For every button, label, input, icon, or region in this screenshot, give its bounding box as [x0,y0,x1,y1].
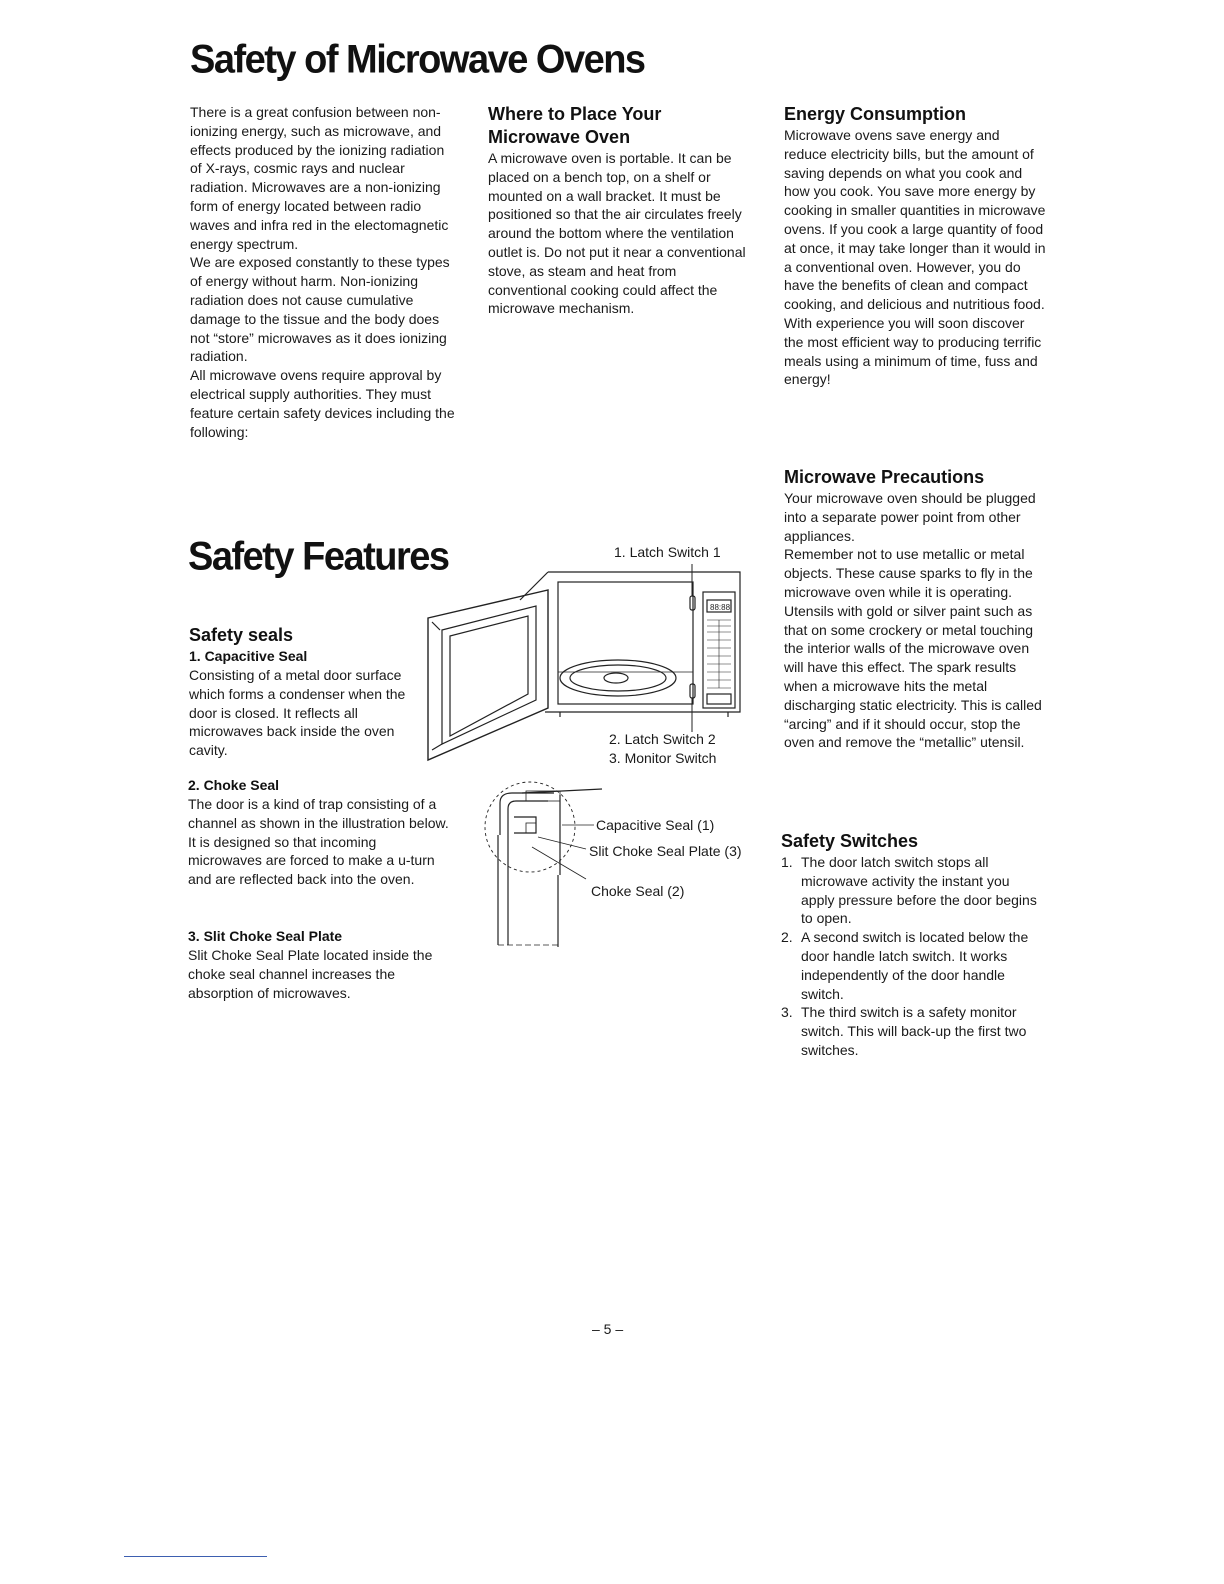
slit-choke-body: Slit Choke Seal Plate located inside the choke seal channel increases the absorption of microwaves. [188,947,433,1001]
energy-heading: Energy Consumption [784,104,967,124]
label-latch-switch-1: 1. Latch Switch 1 [614,544,721,560]
door-window-outer [442,606,536,744]
intro-paragraph-2: We are exposed constantly to these types of energy without harm. Non-ionizing radiation does not cause cumulative damage to the tissue and the body does not “store” microwaves as it does ionizing radiation. [190,254,450,365]
energy-section [784,103,1046,389]
intro-section [190,103,455,441]
placement-body: A microwave oven is portable. It can be placed on a bench top, on a shelf or mounted on a wall bracket. It must be positioned so that the air circulates freely around the bottom where the ventilation outlet is. Do not put it near a conventional stove, as steam and heat from conventional cooking could affect the microwave mechanism. [488,150,746,317]
capacitive-seal-body: Consisting of a metal door surface which forms a condenser when the door is closed. It reflects all microwaves back inside the oven cavity. [189,667,406,759]
slit-plate [526,823,536,833]
choke-seal-heading: 2. Choke Seal [188,777,280,793]
safety-switches-list [781,853,1043,1060]
intro-paragraph-3: All microwave ovens require approval by electrical supply authorities. They must feature certain safety devices including the following: [190,367,455,440]
precautions-paragraph-1: Your microwave oven should be plugged into a separate power point from other appliances. [784,490,1036,544]
turntable-inner [570,665,666,691]
slit-choke-heading: 3. Slit Choke Seal Plate [188,928,343,944]
label-latch-switch-2: 2. Latch Switch 2 [609,731,716,747]
turntable-center [604,673,628,683]
door-window-inner [450,616,528,736]
leader-choke-seal [532,847,586,879]
list-item: 1. The door latch switch stops all microwave activity the instant you apply pressure before the door begins to open. [781,854,1037,927]
seal-cross-section-illustration [482,775,612,955]
label-choke-seal: Choke Seal (2) [591,883,685,899]
safety-seals-heading: Safety seals [189,625,294,645]
keypad-buttons [707,620,731,688]
precautions-paragraph-2: Remember not to use metallic or metal objects. These cause sparks to fly in the microwave oven while it is operating. Utensils with gold or silver paint such as that on some crockery or metal touching the interior walls of the microwave oven will have this effect. The spark results when a microwave hits the metal discharging static electricity. This is called “arcing” and if it should occur, stop the oven and remove the “metallic” utensil. [784,546,1042,751]
page-title: Safety of Microwave Ovens [190,38,645,83]
placement-heading-line-1: Where to Place Your [488,104,662,124]
oven-body [545,572,740,712]
door-hook-bottom [432,744,442,750]
precautions-section [784,466,1046,752]
label-monitor-switch: 3. Monitor Switch [609,750,717,766]
safety-seals-section [189,624,425,760]
door-hook-top [432,622,440,630]
safety-switches-section [781,830,1043,1060]
placement-section [488,103,750,318]
list-item: 2. A second switch is located below the door handle latch switch. It works independently of the door handle switch. [781,929,1029,1002]
bottom-rule [124,1556,267,1557]
oven-door [428,590,548,760]
display-digits: 88:88 [710,603,731,612]
door-inner-profile [508,801,548,945]
capacitive-seal-heading: 1. Capacitive Seal [189,648,308,664]
precautions-heading: Microwave Precautions [784,467,985,487]
list-item: 3. The third switch is a safety monitor switch. This will back-up the first two switches. [781,1004,1027,1058]
slit-choke-section [188,927,450,1002]
safety-switches-heading: Safety Switches [781,831,919,851]
choke-channel [514,817,536,833]
intro-paragraph-1: There is a great confusion between non-ionizing energy, such as microwave, and effects produced by the ionizing radiation of X-rays, cosmic rays and nuclear radiation. Microwaves are a non-ionizing form of energy located between radio waves and infra red in the electomagnetic energy spectrum. [190,104,449,252]
placement-heading-line-2: Microwave Oven [488,127,631,147]
label-capacitive-seal: Capacitive Seal (1) [596,817,715,833]
leader-slit-choke-seal [538,837,586,849]
door-release-button [707,694,731,704]
energy-body: Microwave ovens save energy and reduce electricity bills, but the amount of saving depends on what you cook and how you cook. You save more energy by cooking in smaller quantities in microwave ovens. If you cook a large quantity of food at once, it may take longer than it would in a conventional oven. However, you do have the benefits of clean and compact cooking, and delicious and nutritious food. With experience you will soon discover the most efficient way to producing terrific meals using a minimum of time, fuss and energy! [784,127,1046,388]
safety-features-title: Safety Features [188,535,449,580]
page-number: – 5 – [592,1321,624,1337]
choke-seal-section [188,776,450,889]
oven-illustration [420,560,750,770]
choke-seal-body: The door is a kind of trap consisting of a channel as shown in the illustration below. It is designed so that incoming microwaves are forced to make a u-turn and are reflected back into the oven. [188,796,449,888]
label-slit-choke-seal-plate: Slit Choke Seal Plate (3) [589,843,742,859]
